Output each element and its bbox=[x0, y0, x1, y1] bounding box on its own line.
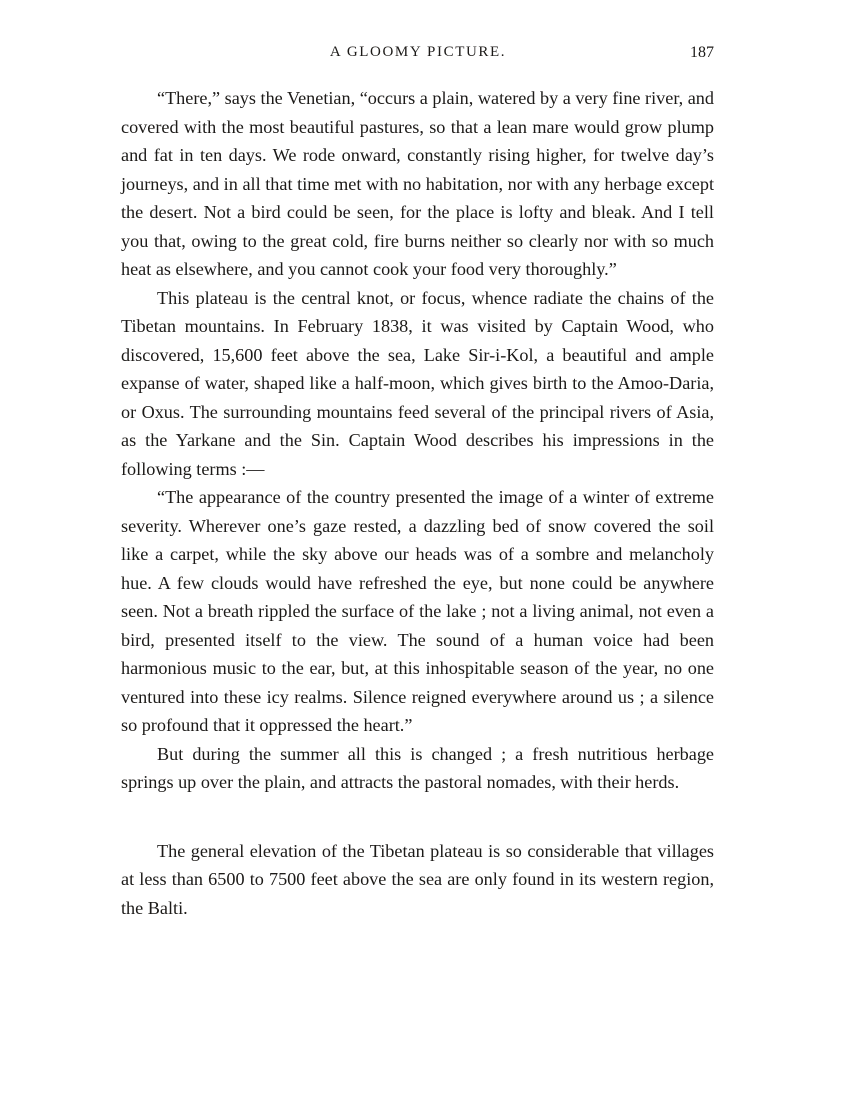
section-break bbox=[121, 797, 714, 837]
running-head: A GLOOMY PICTURE. bbox=[329, 44, 507, 60]
paragraph-venetian-quote: “There,” says the Venetian, “occurs a plain, watered by a very fine river, and covered with the most beautiful pastures, so that a lean mare would grow plump and fat in ten days. We rode onward, constantly rising higher, for twelve day’s journeys, and in all that time met with no habitation, nor with any herbage except the desert. Not a bird could be seen, for the place is lofty and bleak. And I tell you that, owing to the great cold, fire burns neither so clearly nor with so much heat as elsewhere, and you cannot cook your food very thoroughly.” bbox=[121, 88, 714, 279]
paragraph-elevation: The general elevation of the Tibetan plateau is so considerable that villages at less than 6500 to 7500 feet above the sea are only found in its western region, the Balti. bbox=[121, 840, 714, 918]
body-text bbox=[121, 84, 714, 922]
paragraph-summer: But during the summer all this is changed ; a fresh nutritious herbage springs up over the plain, and attracts the pastoral nomades, with their herds. bbox=[121, 743, 714, 792]
page-header bbox=[120, 44, 716, 68]
paragraph-plateau: This plateau is the central knot, or focus, whence radiate the chains of the Tibetan mountains. In February 1838, it was visited by Captain Wood, who discovered, 15,600 feet above the sea, Lake Sir-i-Kol, a beautiful and ample expanse of water, shaped like a half-moon, which gives birth to the Amoo-Daria, or Oxus. The surrounding mountains feed several of the principal rivers of Asia, as the Yarkane and the Sin. Captain Wood describes his impressions in the following terms :— bbox=[121, 287, 714, 479]
page-number: 187 bbox=[690, 44, 714, 61]
paragraph-wood-quote: “The appearance of the country presented the image of a winter of extreme severity. Wherever one’s gaze rested, a dazzling bed of snow covered the soil like a carpet, while the sky above our heads was of a sombre and melancholy hue. A few clouds would have refreshed the eye, but none could be anywhere seen. Not a breath rippled the surface of the lake ; not a living animal, not even a bird, presented itself to the view. The sound of a human voice had been harmonious music to the ear, but, at this inhospitable season of the year, no one ventured into these icy realms. Silence reigned everywhere around us ; a silence so profound that it oppressed the heart.” bbox=[121, 487, 714, 735]
